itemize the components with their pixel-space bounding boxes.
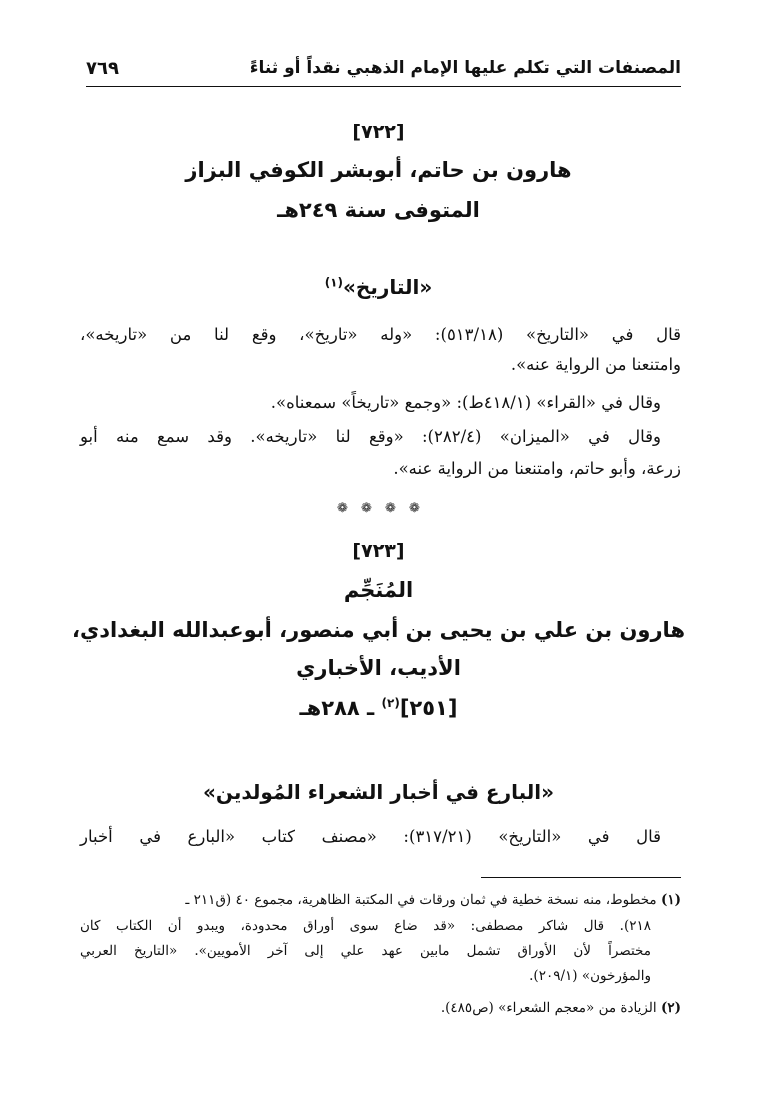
entry-722-line-3: وقال في «القراء» (٤١٨/١ط): «وجمع «تاريخاً» سمعناه».	[270, 393, 661, 412]
footnote-ref-2[interactable]: (٢)	[381, 696, 400, 710]
ornament-icon: ❁	[361, 501, 372, 516]
footnote-rule	[481, 877, 681, 878]
footnote-1-line-1	[80, 890, 681, 910]
entry-723-book-title: «البارع في أخبار الشعراء المُولدين»	[202, 780, 555, 804]
dates-start: [٢٥١]	[399, 696, 458, 720]
entry-722-number: [٧٢٢]	[352, 121, 405, 143]
footnote-2-line-1	[80, 998, 681, 1018]
book-title-text: «التاريخ»	[342, 275, 433, 299]
entry-722-line-5: زرعة، وأبو حاتم، وامتنعنا من الرواية عنه».	[393, 459, 681, 478]
footnote-2-text-1: الزيادة من «معجم الشعراء» (ص٤٨٥).	[440, 1000, 657, 1016]
footnote-1-line-4: والمؤرخون» (٢٠٩/١).	[529, 968, 651, 984]
section-separator	[0, 497, 757, 516]
footnote-1-line-2: ٢١٨). قال شاكر مصطفى: «قد ضاع سوى أوراق محدودة، ويبدو أن الكتاب كان	[80, 918, 651, 934]
entry-722-book-title	[60, 275, 697, 299]
footnote-2-mark: (٢)	[660, 1000, 681, 1016]
ornament-icon: ❁	[337, 501, 348, 516]
header-title: المصنفات التي تكلم عليها الإمام الذهبي نقداً أو ثناءً	[249, 58, 681, 78]
entry-722-line-1: قال في «التاريخ» (٥١٣/١٨): «وله «تاريخ»، وقع لنا من «تاريخه»،	[80, 325, 682, 344]
entry-723-nickname: المُنَجِّم	[343, 578, 414, 602]
entry-723-number: [٧٢٣]	[352, 540, 405, 562]
footnote-1-text-1: مخطوط، منه نسخة خطية في ثمان ورقات في المكتبة الظاهرية، مجموع ٤٠ (ق٢١١ ـ	[185, 892, 657, 908]
ornament-icon: ❁	[409, 501, 420, 516]
entry-722-line-2: وامتنعنا من الرواية عنه».	[510, 355, 681, 374]
entry-723-name-2: الأديب، الأخباري	[296, 656, 461, 680]
entry-723-dates	[60, 696, 697, 720]
entry-723-name: هارون بن علي بن يحيى بن أبي منصور، أبوعبدالله البغدادي،	[71, 618, 686, 642]
running-header	[86, 58, 681, 87]
entry-722-death: المتوفى سنة ٢٤٩هـ	[277, 198, 480, 222]
dates-end: ـ ٢٨٨هـ	[299, 696, 382, 720]
page-number: ٧٦٩	[86, 58, 119, 79]
entry-723-line-1: قال في «التاريخ» (٣١٧/٢١): «مصنف كتاب «البارع في أخبار	[80, 827, 662, 846]
footnote-1-line-3: مختصراً لأن الأوراق تشمل مابين عهد علي إلى آخر الأمويين». «التاريخ العربي	[80, 943, 651, 959]
entry-722-line-4: وقال في «الميزان» (٢٨٢/٤): «وقع لنا «تاريخه». وقد سمع منه أبو	[80, 427, 661, 446]
entry-722-name: هارون بن حاتم، أبوبشر الكوفي البزاز	[185, 158, 572, 182]
footnote-1-mark: (١)	[660, 892, 681, 908]
footnote-ref-1[interactable]: (١)	[324, 275, 343, 290]
ornament-icon: ❁	[385, 501, 396, 516]
